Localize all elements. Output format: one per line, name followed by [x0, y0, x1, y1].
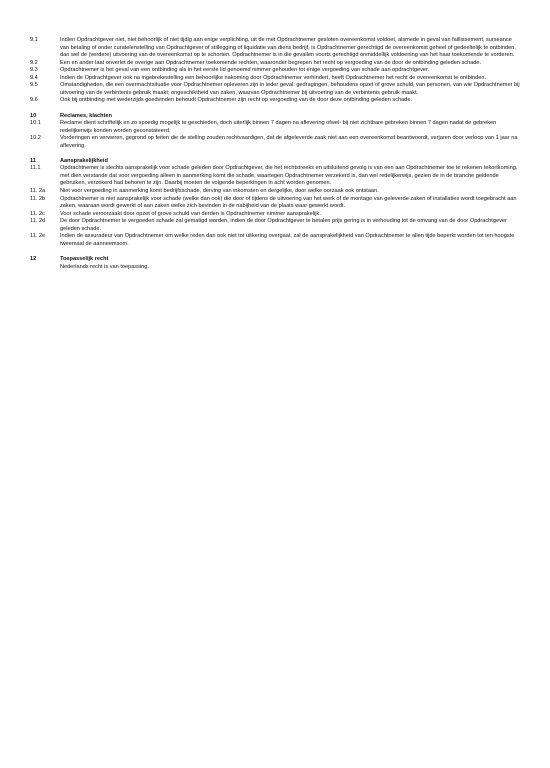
section-title: Reclames, klachten	[60, 112, 112, 119]
clause-number: 9.4	[30, 74, 38, 81]
clause-text: Niet voor vergoeding in aanmerking komt bedrijfsschade, derving van inkomsten en dergelijke, door welke oorzaak ook ontstaan.	[60, 188, 379, 195]
section-title: Aansprakelijkheid	[60, 157, 108, 164]
clause-number: 11. 2b	[30, 195, 46, 202]
clause-number: 10.1	[30, 120, 41, 127]
clause-number: 9.5	[30, 82, 38, 89]
document-body	[30, 37, 522, 271]
clause-number: 11. 2a	[30, 188, 46, 195]
clause-number: 9.6	[30, 97, 38, 104]
clause-9-1	[30, 37, 522, 60]
section-12-body	[30, 264, 522, 272]
clause-9-4	[30, 75, 522, 83]
clause-text: Opdrachtnemer is niet aansprakelijk voor schade (welke dan ook) die door of tijdens de uitvoering van het werk of de montage van geleverde zaken of installaties wordt toegebracht aan zaken, waaraan wordt gewerkt of aan zaken welke zich bevinden in de nabijheid van de plaats waar gewerkt wordt.	[60, 195, 517, 210]
section-spacer	[30, 150, 522, 158]
clause-text: Reclame dient schriftelijk en zo spoedig mogelijk te geschieden, doch uiterlijk binnen 7 dagen na aflevering ofwel- bij niet zichtbare gebreken binnen 7 dagen nadat de gebreken redelijkerwijs konden worden geconstateerd.	[60, 120, 497, 134]
clause-11-2b	[30, 196, 522, 211]
clause-text: Omstandigheden, die een overmachtsituatie voor Opdrachtnemer opleveren zijn in ieder geval: gedragingen, behoudens opzet of grove schuld, van personen, van wie Opdrachtnemer bij uitvoering van de verbintenis gebruik maakt; ongeschiktheid van zaken, waarvan Opdrachtnemer bij uitvoering van de verbintenis gebruik maakt.	[60, 82, 520, 96]
section-number: 10	[30, 112, 37, 119]
clause-11-2e	[30, 233, 522, 248]
clause-9-6	[30, 97, 522, 105]
section-title: Toepasselijk recht	[60, 256, 109, 262]
clause-9-5	[30, 82, 522, 97]
clause-number: 11. 2e	[30, 233, 46, 240]
section-12-heading	[30, 256, 522, 264]
clause-11-2d	[30, 218, 522, 233]
clause-text: Opdrachtnemer is slechts aansprakelijk voor schade geleden door Opdrachtgever, die het rechtstreeks en uitsluitend gevolg is van een aan Opdrachtnemer toe te rekenen tekortkoming, met dien verstande dat voor vergoeding alleen in aanmerking komt die schade, waartegen Opdrachtnemer verzekerd is, dan wel redelijkerwijs, gezien de in de branche geldende gebruiken, verzekerd had behoren te zijn. Daarbij moeten de volgende beperkingen in acht worden genomen.	[60, 165, 518, 187]
clause-text: Nederlands recht is van toepassing.	[60, 263, 149, 270]
clause-number: 9.1	[30, 37, 38, 43]
clause-number: 11. 2c	[30, 210, 45, 217]
clause-9-3	[30, 67, 522, 75]
clause-number: 9.3	[30, 67, 38, 74]
clause-text: Vorderingen en verweren, gegrond op feiten die de stelling zouden rechtvaardigen, dat de afgeleverde zaak niet aan een overeenkomst beantwoordt, verjaren door verloop van 1 jaar na aflevering.	[60, 135, 518, 149]
section-10-heading	[30, 113, 522, 121]
clause-11-2a	[30, 188, 522, 196]
section-number: 11	[30, 157, 36, 164]
clause-text: Ook bij ontbinding met wederzijds goedvinden behoudt Opdrachtnemer zijn recht op vergoeding van de door deze ontbinding geleden schade.	[60, 97, 413, 104]
clause-9-2	[30, 60, 522, 68]
section-11-heading	[30, 158, 522, 166]
clause-10-1	[30, 120, 522, 135]
clause-text: Indien Opdrachtgever niet, niet behoorlijk of niet tijdig aan enige verplichting, uit de met Opdrachtnemer gesloten overeenkomst voldoet, alsmede in geval van faillissement, surseance van betaling of onder curatelenstelling van Opdrachtgever of stillegging of liquidatie van diens bedrijf, is Opdrachtnemer gerechtigd de overeenkomst geheel of gedeeltelijk te ontbinden, dan wel de (verdere) uitvoering van de overeenkomst op te schorten. Opdrachtnemer is in die gevallen voorts gerechtigd onmiddellijk voldoening van het haar toekomende te vorderen.	[60, 37, 516, 59]
clause-text: Opdrachtnemer is het geval van een ontbinding als in het eerste lid genoemd nimmer gehouden tot enige vergoeding van schade aan opdrachtgever.	[60, 67, 430, 74]
clause-number: 9.2	[30, 59, 38, 66]
clause-11-2c	[30, 211, 522, 219]
section-number: 12	[30, 256, 37, 262]
clause-10-2	[30, 135, 522, 150]
clause-text: Indien de Opdrachtgever ook na ingebrekestelling een behoorlijke nakoming door Opdrachtnemer verhindert, heeft Opdrachtnemer het recht de overeenkomst te ontbinden.	[60, 74, 487, 81]
section-spacer	[30, 105, 522, 113]
clause-text: Een en ander laat onverlet de overige aan Opdrachtnemer toekomende rechten, waaronder begrepen het recht op vergoeding van de door de ontbinding geleden schade.	[60, 59, 482, 66]
clause-number: 11.1	[30, 165, 41, 172]
clause-11-1	[30, 165, 522, 188]
clause-text: De door Opdrachtnemer te vergoeden schade zal gematigd worden, indien de door Opdrachtgever te betalen prijs gering is in verhouding tot de omvang van de door Opdrachtgever geleden schade.	[60, 218, 507, 232]
clause-number: 11. 2d	[30, 218, 46, 225]
section-spacer	[30, 248, 522, 256]
clause-number: 10.2	[30, 135, 41, 142]
clause-text: Voor schade veroorzaakt door opzet of grove schuld van derden is Opdrachtnemer nimmer aansprakelijk.	[60, 210, 321, 217]
clause-text: Indien de assuradeur van Opdrachtnemer om welke reden dan ook niet tot uitkering overgaat, zal de aansprakelijkheid van Opdrachtnemer te allen tijde beperkt worden tot ten hoogste tweemaal de aanneemsom.	[60, 233, 515, 247]
